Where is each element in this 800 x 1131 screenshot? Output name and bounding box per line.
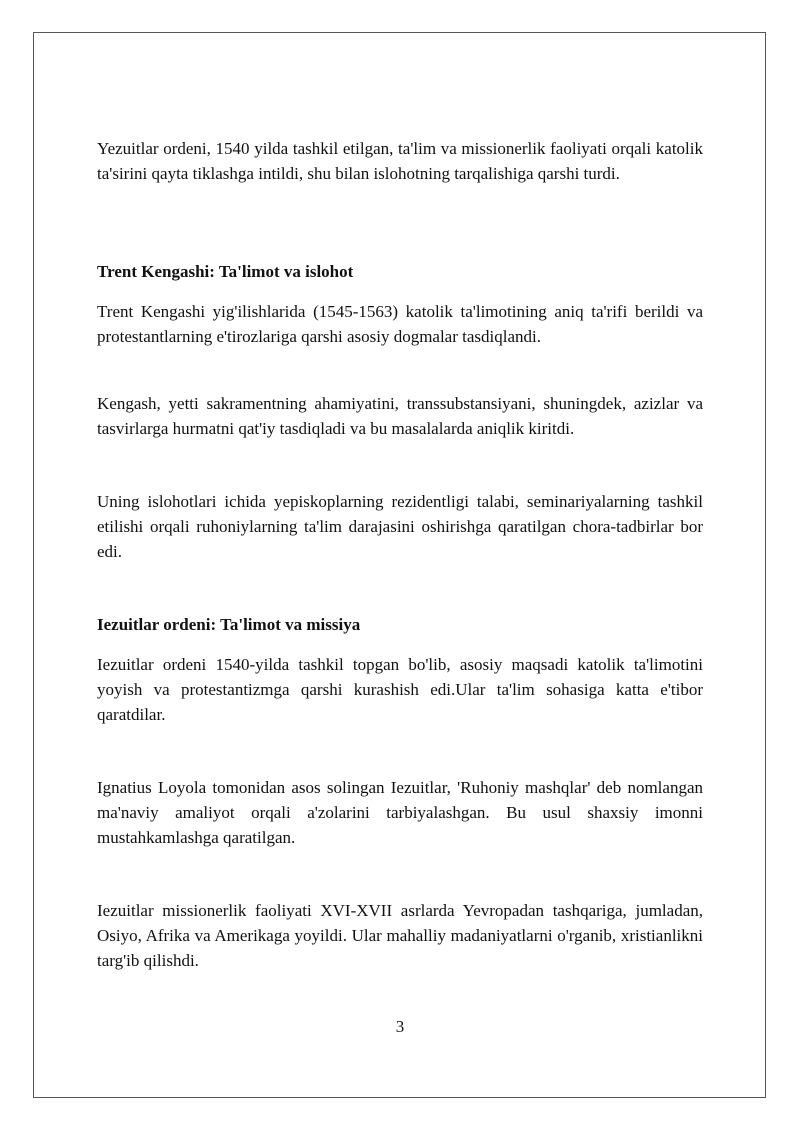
heading-trent-kengashi: Trent Kengashi: Ta'limot va islohot: [97, 262, 354, 281]
paragraph-missionary: Iezuitlar missionerlik faoliyati XVI-XVII asrlarda Yevropadan tashqariga, jumladan, Osiyo, Afrika va Amerikaga yoyildi. Ular mahalliy madaniyatlarni o'rganib, xristianlikni targ'ib qilishdi.: [97, 901, 703, 970]
paragraph-iezuitlar-founding: Iezuitlar ordeni 1540-yilda tashkil topgan bo'lib, asosiy maqsadi katolik ta'limotini yoyish va protestantizmga qarshi kurashish edi.Ular ta'lim sohasiga katta e'tibor qaratdilar.: [97, 655, 703, 724]
paragraph-reforms: Uning islohotlari ichida yepiskoplarning rezidentligi talabi, seminariyalarning tashkil etilishi orqali ruhoniylarning ta'lim darajasini oshirishga qaratilgan chora-tadbirlar bor edi.: [97, 492, 703, 561]
paragraph-loyola: Ignatius Loyola tomonidan asos solingan Iezuitlar, 'Ruhoniy mashqlar' deb nomlangan ma'naviy amaliyot orqali a'zolarini tarbiyalashgan. Bu usul shaxsiy imonni mustahkamlashga qaratilgan.: [97, 778, 703, 847]
page-number: 3: [395, 1017, 405, 1036]
paragraph-sacraments: Kengash, yetti sakramentning ahamiyatini, transsubstansiyani, shuningdek, azizlar va tasvirlarga hurmatni qat'iy tasdiqladi va bu masalalarda aniqlik kiritdi.: [97, 394, 703, 438]
heading-iezuitlar-ordeni: Iezuitlar ordeni: Ta'limot va missiya: [97, 615, 361, 634]
paragraph-yezuitlar-intro: Yezuitlar ordeni, 1540 yilda tashkil etilgan, ta'lim va missionerlik faoliyati orqali katolik ta'sirini qayta tiklashga intildi, shu bilan islohotning tarqalishiga qarshi turdi.: [97, 139, 703, 183]
paragraph-trent-sessions: Trent Kengashi yig'ilishlarida (1545-1563) katolik ta'limotining aniq ta'rifi berildi va protestantlarning e'tirozlariga qarshi asosiy dogmalar tasdiqlandi.: [97, 302, 703, 346]
